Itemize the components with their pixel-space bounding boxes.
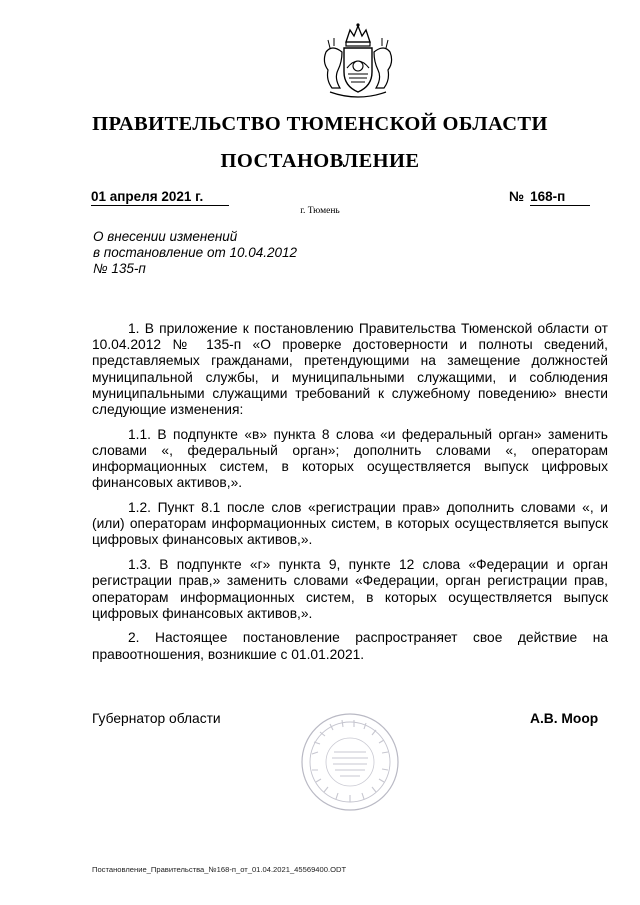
official-seal-icon: [300, 712, 400, 812]
signer-name: А.В. Моор: [530, 711, 599, 726]
body-paragraph: 1.3. В подпункте «г» пункта 9, пункте 12 слова «Федерации и орган регистрации прав,» заменить словами «Федерации, орган регистрации прав, операторам информационных систем, в которых осуществляется выпуск цифровых финансовых активов,».: [92, 557, 608, 621]
number-value: 168-п: [530, 189, 590, 206]
subject-line: № 135-п: [93, 261, 146, 276]
body-paragraph: 1. В приложение к постановлению Правительства Тюменской области от 10.04.2012 № 135-п «О проверке достоверности и полноты сведений, представляемых гражданами, претендующими на замещение должностей муниципальной службы, и муниципальными служащими, и соблюдения муниципальными служащими требований к служебному поведению» внести следующие изменения:: [92, 321, 608, 418]
body-paragraph: 1.1. В подпункте «в» пункта 8 слова «и федеральный орган» заменить словами «, федеральный орган»; дополнить словами «, операторам информационных систем, в которых осуществляется выпуск цифровых финансовых активов,».: [92, 426, 608, 491]
body-paragraph: 2. Настоящее постановление распространяет свое действие на правоотношения, возникшие с 01.01.2021.: [92, 630, 608, 662]
document-body: [92, 321, 608, 671]
document-date: 01 апреля 2021 г.: [91, 189, 229, 206]
subject-line: в постановление от 10.04.2012: [93, 245, 298, 260]
government-name: ПРАВИТЕЛЬСТВО ТЮМЕНСКОЙ ОБЛАСТИ: [92, 113, 548, 135]
document-subject: [93, 229, 393, 277]
signer-title: Губернатор области: [92, 711, 221, 726]
number-sign: №: [509, 189, 525, 204]
document-number: [509, 189, 604, 206]
document-type: ПОСТАНОВЛЕНИЕ: [220, 150, 420, 172]
coat-of-arms-icon: [316, 22, 400, 104]
file-footer: Постановление_Правительства_№168-п_от_01.04.2021_45569400.ODT: [92, 865, 347, 874]
document-city: г. Тюмень: [300, 206, 340, 216]
body-paragraph: 1.2. Пункт 8.1 после слов «регистрации прав» дополнить словами «, и (или) операторам информационных систем, в которых осуществляется выпуск цифровых финансовых активов,».: [92, 500, 608, 548]
subject-line: О внесении изменений: [93, 229, 238, 244]
